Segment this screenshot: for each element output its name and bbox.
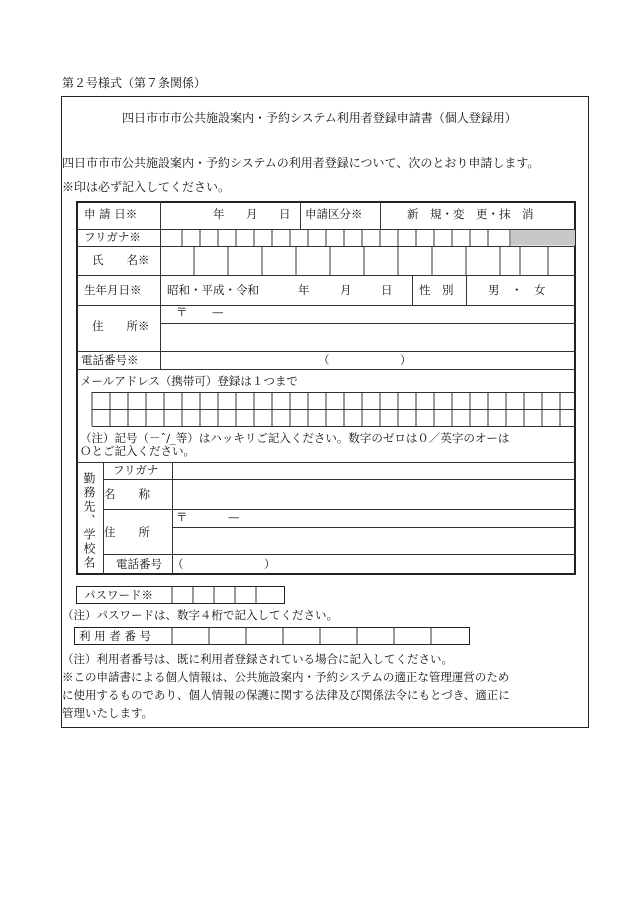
privacy-line-2: に使用するものであり、個人情報の保護に関する法律及び関係法令にもとづき、適正に	[62, 688, 510, 702]
workplace-phone-paren-close: ）	[264, 557, 276, 571]
application-type-options[interactable]: 新 規・変 更・抹 消	[407, 207, 534, 221]
workplace-phone-paren-open: （	[172, 557, 184, 571]
birth-year[interactable]: 年	[298, 283, 310, 297]
gender-options[interactable]: 男 ・ 女	[488, 283, 546, 297]
application-type-label: 申請区分※	[305, 207, 363, 221]
name-label: 氏 名※	[92, 253, 150, 267]
email-note-line1: （注）記号（－ˆ/_等）はハッキリご記入ください。数字のゼロは０／英字のオーは	[80, 431, 510, 445]
phone-paren-open: （	[318, 353, 330, 367]
email-label: メールアドレス（携帯可）登録は１つまで	[80, 374, 298, 388]
workplace-furigana-label: フリガナ	[113, 463, 159, 477]
intro-text: 四日市市市公共施設案内・予約システムの利用者登録について、次のとおり申請します。	[62, 156, 540, 170]
workplace-name-label: 名 称	[104, 487, 150, 501]
birth-day[interactable]: 日	[381, 283, 393, 297]
furigana-label: フリガナ※	[84, 230, 141, 244]
registration-table	[76, 201, 576, 575]
password-label: パスワード※	[84, 588, 153, 602]
era-options[interactable]: 昭和・平成・令和	[167, 283, 259, 297]
workplace-postal-dash: —	[228, 510, 240, 524]
postal-dash: —	[212, 305, 224, 319]
workplace-group-label: 勤務先、学校名	[82, 472, 96, 570]
privacy-line-1: ※この申請書による個人情報は、公共施設案内・予約システムの適正な管理運営のため	[62, 670, 510, 684]
date-year[interactable]: 年	[213, 207, 225, 221]
form-number: 第２号様式（第７条関係）	[62, 76, 207, 90]
postal-mark: 〒	[176, 305, 188, 319]
workplace-postal-mark: 〒	[176, 510, 188, 524]
phone-paren-close: ）	[400, 353, 412, 367]
required-note: ※印は必ず記入してください。	[62, 180, 231, 194]
birth-month[interactable]: 月	[340, 283, 352, 297]
application-date-label: 申 請 日※	[84, 207, 138, 221]
phone-label: 電話番号※	[81, 353, 139, 367]
user-number-note: （注）利用者番号は、既に利用者登録されている場合に記入してください。	[62, 652, 453, 666]
form-title: 四日市市市公共施設案内・予約システム利用者登録申請書（個人登録用）	[122, 111, 517, 125]
address-label: 住 所※	[92, 319, 150, 333]
privacy-line-3: 管理いたします。	[62, 706, 154, 720]
birthdate-label: 生年月日※	[84, 283, 142, 297]
gender-label: 性 別	[419, 283, 454, 297]
workplace-phone-label: 電話番号	[116, 557, 162, 571]
user-number-label: 利 用 者 番 号	[79, 629, 152, 643]
date-day[interactable]: 日	[279, 207, 291, 221]
email-note-line2: Ｏとご記入ください。	[80, 444, 195, 458]
date-month[interactable]: 月	[246, 207, 258, 221]
password-note: （注）パスワードは、数字４桁で記入してください。	[62, 608, 338, 622]
workplace-address-label: 住 所	[104, 525, 150, 539]
